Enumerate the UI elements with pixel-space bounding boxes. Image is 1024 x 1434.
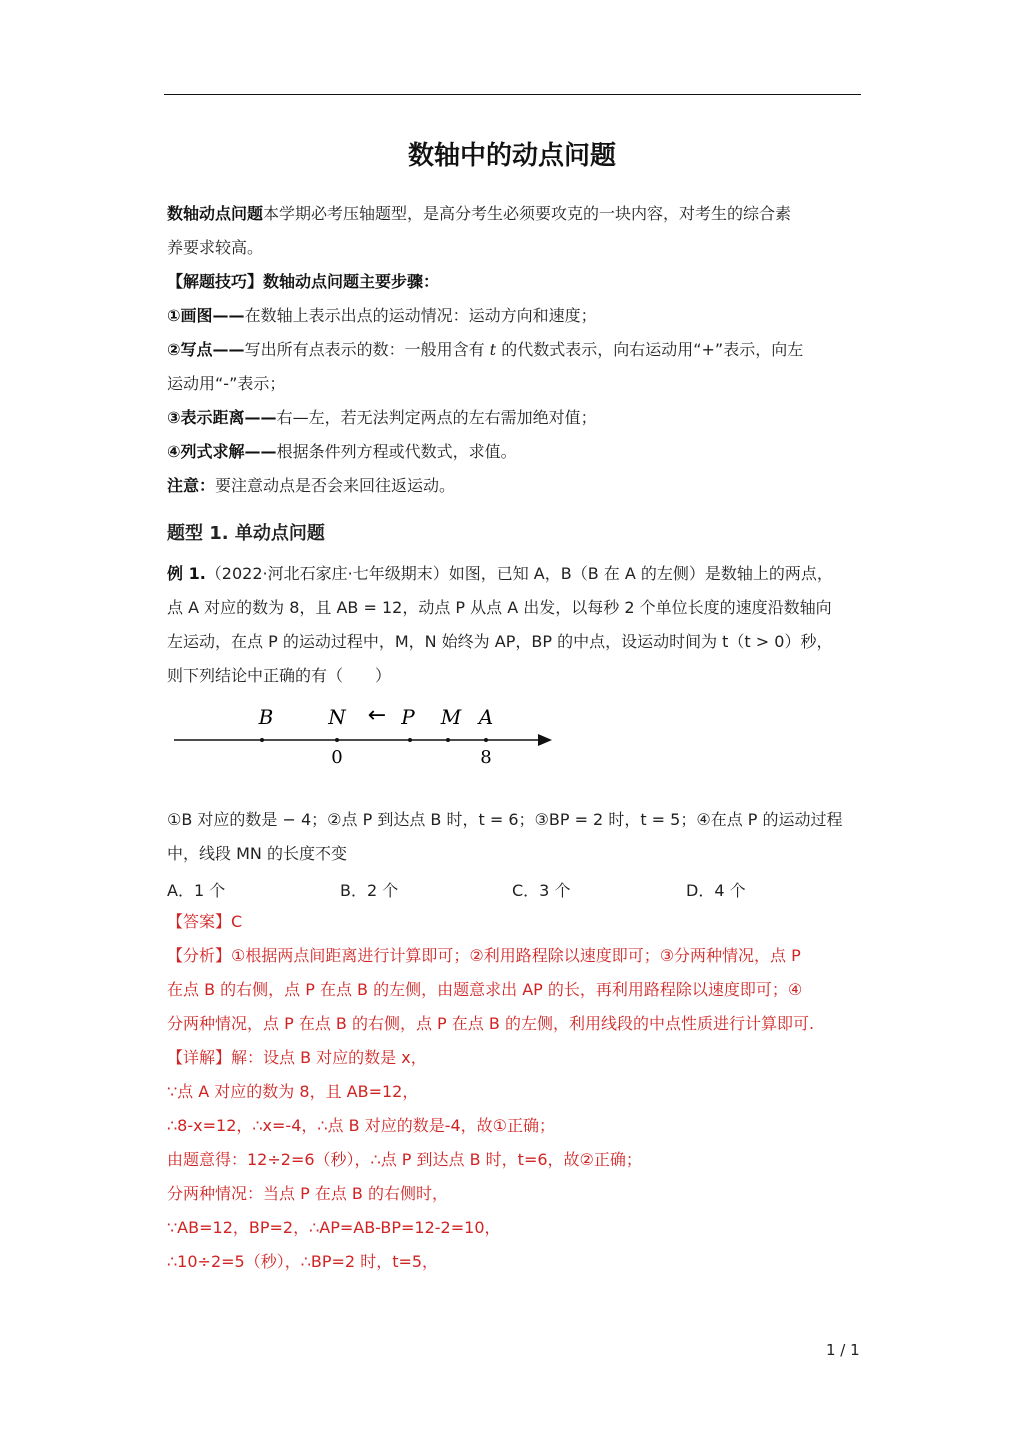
statements-line-2: 中，线段 MN 的长度不变 xyxy=(167,844,347,863)
example-line-4: 则下列结论中正确的有（ ） xyxy=(167,666,392,685)
note-label: 注意： xyxy=(167,476,216,495)
example-text-1: （2022·河北石家庄·七年级期末）如图，已知 A，B（B 在 A 的左侧）是数轴上的两点， xyxy=(205,564,833,583)
detail-line-4: 由题意得：12÷2=6（秒），∴点 P 到达点 B 时，t=6，故②正确； xyxy=(167,1150,642,1169)
intro-line-1 xyxy=(167,204,867,224)
example-label: 例 1. xyxy=(167,564,206,583)
option-d: D．4 个 xyxy=(686,881,746,900)
step-2-label: ②写点—— xyxy=(167,340,245,359)
step-4-text: 根据条件列方程或代数式，求值。 xyxy=(276,442,517,461)
note-text: 要注意动点是否会来回往返运动。 xyxy=(215,476,456,495)
tick-label-8: 8 xyxy=(480,747,492,768)
tick-p xyxy=(408,738,412,742)
detail-line-2: ∵点 A 对应的数为 8，且 AB=12， xyxy=(167,1082,419,1101)
step-2-text-b: 的代数式表示，向右运动用“+”表示，向左 xyxy=(501,340,804,359)
step-4 xyxy=(167,442,867,462)
option-a: A．1 个 xyxy=(167,881,226,900)
option-b: B．2 个 xyxy=(340,881,399,900)
number-line-figure xyxy=(170,700,560,772)
label-n: N xyxy=(328,705,346,729)
page-number: 1 / 1 xyxy=(826,1341,860,1359)
label-m: M xyxy=(440,705,462,729)
step-1-label: ①画图—— xyxy=(167,306,245,325)
example-line-1 xyxy=(167,564,867,584)
detail-line-1: 【详解】解：设点 B 对应的数是 x， xyxy=(167,1048,427,1067)
tick-a xyxy=(484,738,488,742)
step-2 xyxy=(167,340,867,360)
step-3 xyxy=(167,408,867,428)
tick-label-0: 0 xyxy=(331,747,343,768)
step-3-text: 右—左，若无法判定两点的左右需加绝对值； xyxy=(276,408,597,427)
label-b: B xyxy=(258,705,274,729)
page-title: 数轴中的动点问题 xyxy=(407,141,616,171)
step-2-cont: 运动用“-”表示； xyxy=(167,374,286,393)
analysis-line-3: 分两种情况，点 P 在点 B 的右侧，点 P 在点 B 的左侧，利用线段的中点性质进行计算即可. xyxy=(167,1014,815,1033)
intro-text: 本学期必考压轴题型，是高分考生必须要攻克的一块内容，对考生的综合素 xyxy=(263,204,792,223)
label-p: P xyxy=(401,705,415,729)
note xyxy=(167,476,867,496)
step-3-label: ③表示距离—— xyxy=(167,408,277,427)
answer: 【答案】C xyxy=(167,912,243,931)
tick-n xyxy=(335,738,339,742)
header-rule xyxy=(164,94,861,95)
analysis-line-2: 在点 B 的右侧，点 P 在点 B 的左侧，由题意求出 AP 的长，再利用路程除以速度即可；④ xyxy=(167,980,803,999)
example-line-2: 点 A 对应的数为 8，且 AB = 12，动点 P 从点 A 出发，以每秒 2 个单位长度的速度沿数轴向 xyxy=(167,598,832,617)
axis-arrowhead xyxy=(538,734,552,746)
detail-line-6: ∵AB=12，BP=2，∴AP=AB-BP=12-2=10， xyxy=(167,1218,501,1237)
tick-m xyxy=(446,738,450,742)
statements-line-1: ①B 对应的数是 − 4；②点 P 到达点 B 时，t = 6；③BP = 2 时，t = 5；④在点 P 的运动过程 xyxy=(167,810,843,829)
tick-b xyxy=(260,738,264,742)
step-2-var: t xyxy=(489,340,497,359)
intro-bold: 数轴动点问题 xyxy=(167,204,264,223)
label-a: A xyxy=(478,705,494,729)
detail-line-7: ∴10÷2=5（秒），∴BP=2 时，t=5， xyxy=(167,1252,439,1271)
tips-heading: 【解题技巧】数轴动点问题主要步骤： xyxy=(167,272,440,291)
step-2-text-a: 写出所有点表示的数：一般用含有 xyxy=(244,340,485,359)
example-line-3: 左运动，在点 P 的运动过程中，M，N 始终为 AP，BP 的中点，设运动时间为 t（t > 0）秒， xyxy=(167,632,833,651)
analysis-line-1: 【分析】①根据两点间距离进行计算即可；②利用路程除以速度即可；③分两种情况，点 P xyxy=(167,946,801,965)
section-heading: 题型 1. 单动点问题 xyxy=(167,523,325,544)
option-c: C．3 个 xyxy=(512,881,571,900)
detail-line-3: ∴8-x=12，∴x=-4，∴点 B 对应的数是-4，故①正确； xyxy=(167,1116,556,1135)
step-1-text: 在数轴上表示出点的运动情况：运动方向和速度； xyxy=(244,306,597,325)
detail-line-5: 分两种情况：当点 P 在点 B 的右侧时， xyxy=(167,1184,448,1203)
left-arrow-icon: ← xyxy=(367,703,387,728)
step-4-label: ④列式求解—— xyxy=(167,442,277,461)
intro-line-2: 养要求较高。 xyxy=(167,238,264,257)
step-1 xyxy=(167,306,867,326)
